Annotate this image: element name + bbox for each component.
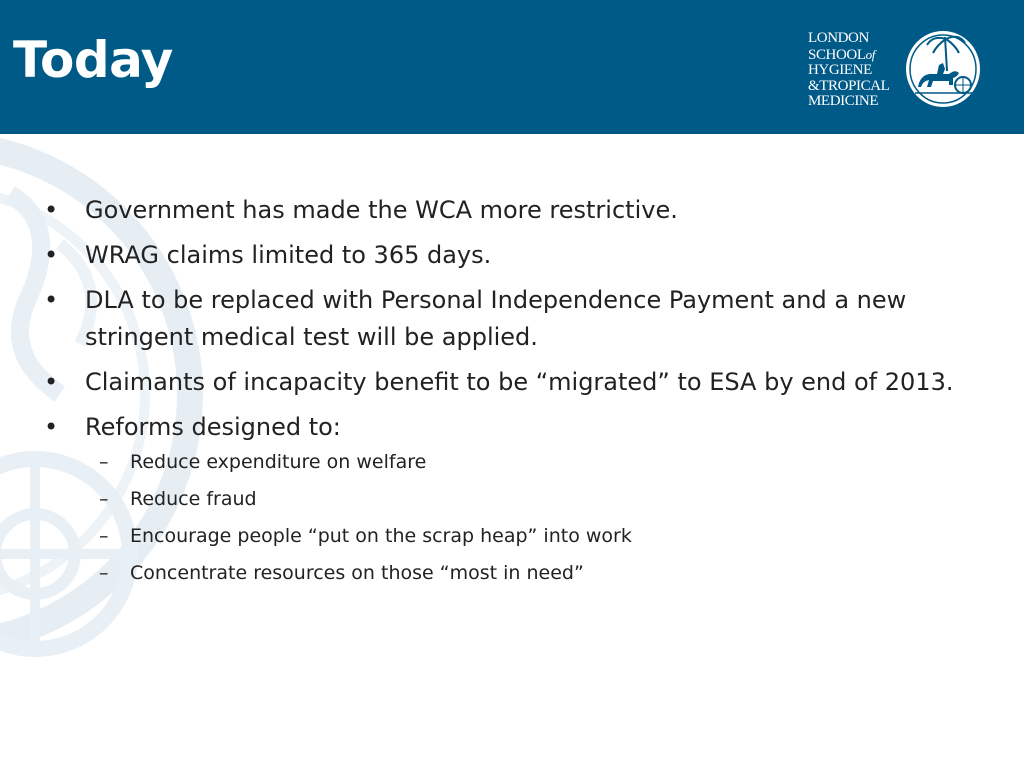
bullet-marker: • — [44, 368, 59, 396]
bullet-text: WRAG claims limited to 365 days. — [85, 241, 492, 269]
bullet-marker: • — [44, 196, 59, 224]
logo-line-3: HYGIENE — [808, 62, 872, 78]
logo-line-5: MEDICINE — [808, 93, 879, 109]
logo-of: of — [865, 46, 875, 62]
logo-line-2: SCHOOLof — [808, 46, 875, 63]
logo-line-4: &TROPICAL — [808, 77, 890, 94]
slide-body — [44, 192, 964, 596]
sub-bullet-item — [85, 448, 964, 477]
dash-marker: – — [99, 488, 109, 510]
bullet-text: DLA to be replaced with Personal Independence Payment and a new stringent medical test will be applied. — [85, 286, 907, 351]
bullet-text: Reforms designed to: — [85, 413, 341, 441]
bullet-text: Government has made the WCA more restrictive. — [85, 196, 678, 224]
bullet-marker: • — [44, 413, 59, 441]
sub-bullet-item — [85, 559, 964, 588]
sub-bullet-item — [85, 522, 964, 551]
sub-bullet-text: Reduce fraud — [130, 488, 257, 510]
sub-bullet-item — [85, 485, 964, 514]
bullet-item — [44, 192, 964, 229]
slide-title: Today — [13, 31, 173, 89]
bullet-item — [44, 237, 964, 274]
bullet-item — [44, 282, 964, 356]
bullet-marker: • — [44, 241, 59, 269]
sub-bullet-list — [85, 448, 964, 588]
sub-bullet-text: Concentrate resources on those “most in need” — [130, 562, 584, 584]
dash-marker: – — [99, 562, 109, 584]
slide-header — [0, 0, 1024, 134]
bullet-item — [44, 409, 964, 588]
sub-bullet-text: Reduce expenditure on welfare — [130, 451, 427, 473]
bullet-list — [44, 192, 964, 588]
school-crest-icon — [903, 25, 983, 110]
logo-line-1: LONDON — [808, 30, 869, 46]
sub-bullet-text: Encourage people “put on the scrap heap” into work — [130, 525, 632, 547]
bullet-item — [44, 364, 964, 401]
bullet-marker: • — [44, 286, 59, 314]
dash-marker: – — [99, 525, 109, 547]
dash-marker: – — [99, 451, 109, 473]
logo-wordmark — [808, 31, 889, 110]
bullet-text: Claimants of incapacity benefit to be “migrated” to ESA by end of 2013. — [85, 368, 954, 396]
